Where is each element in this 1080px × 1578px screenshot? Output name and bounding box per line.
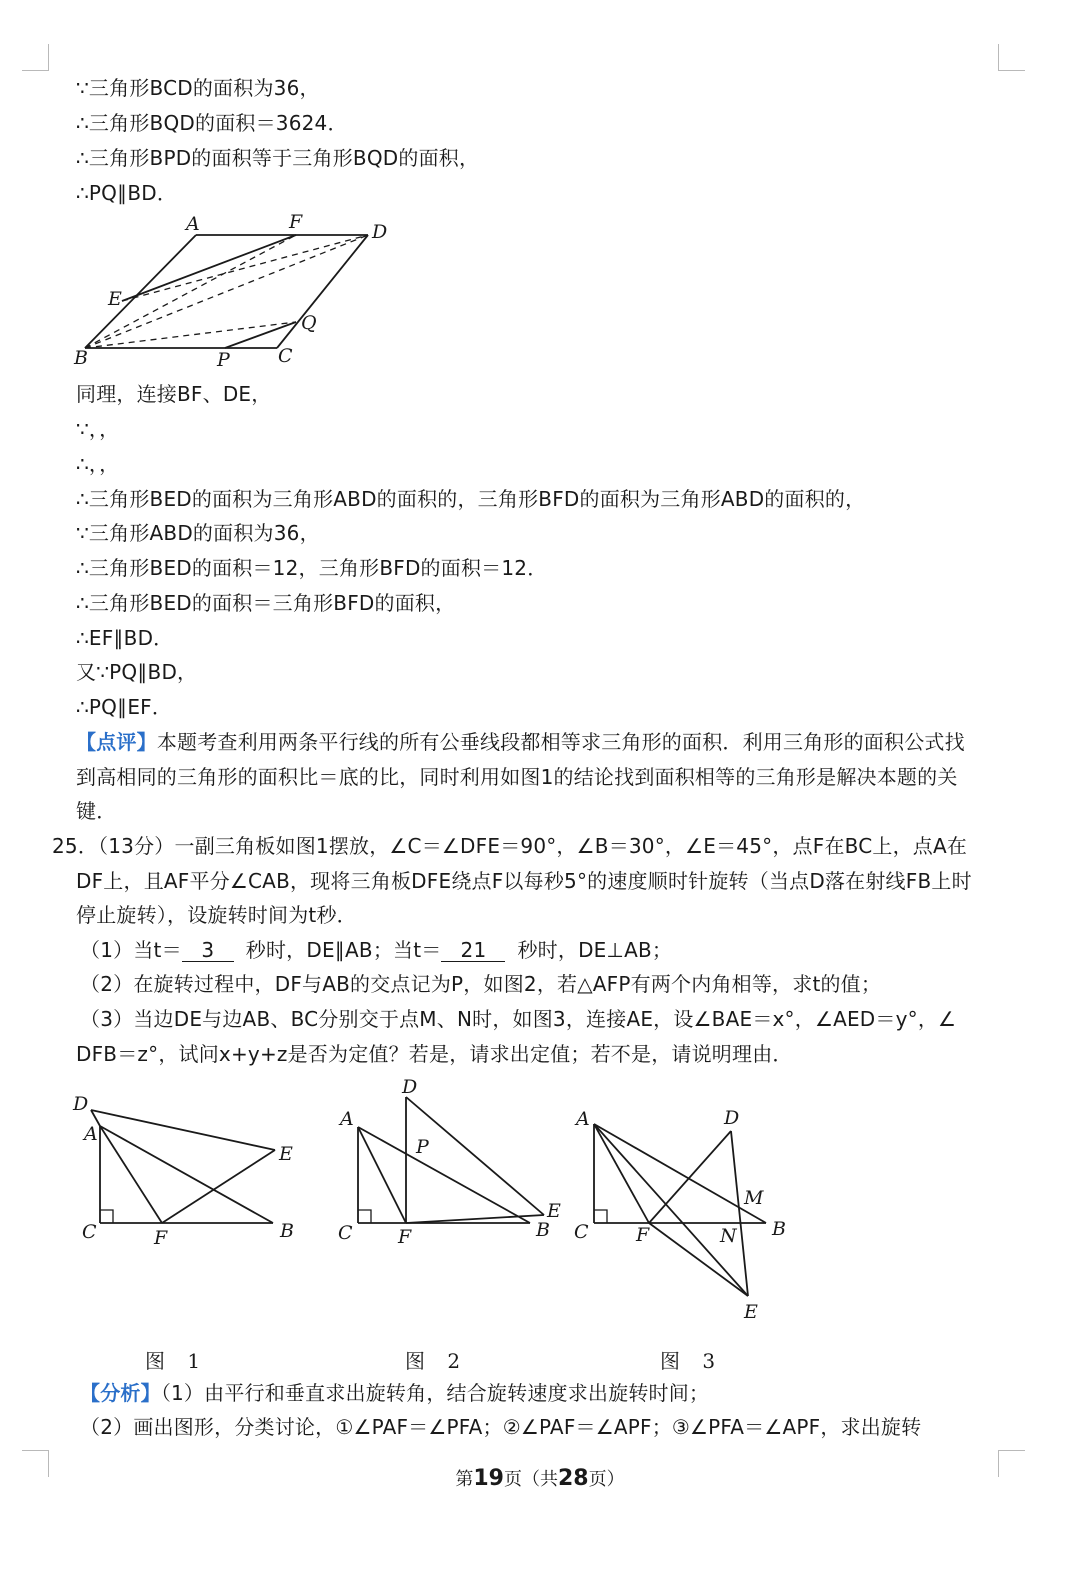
label-P: P xyxy=(217,349,230,371)
proof-line: ∴PQ∥EF． xyxy=(76,695,173,719)
proof-line: ∴，， xyxy=(76,452,120,476)
question-part-3: （3）当边DE与边AB、BC分别交于点M、N时，如图3，连接AE，设∠BAE＝x°，∠AED＝y°，∠ xyxy=(80,1007,957,1031)
proof-line: ∵三角形ABD的面积为36， xyxy=(76,521,320,545)
page-footer xyxy=(0,1465,1080,1491)
proof-line: ∴三角形BED的面积＝三角形BFD的面积， xyxy=(76,591,456,615)
analysis-text: （1）由平行和垂直求出旋转角，结合旋转速度求出旋转时间； xyxy=(160,1381,710,1405)
proof-line: 又∵PQ∥BD， xyxy=(76,660,198,684)
label-A: A xyxy=(340,1108,354,1130)
comment-line xyxy=(76,729,965,755)
corner-mark-top-right xyxy=(998,44,1025,71)
corner-mark-top-left xyxy=(22,44,49,71)
comment-tag: 【点评】 xyxy=(76,730,157,754)
proof-line: ∵三角形BCD的面积为36， xyxy=(76,76,320,100)
proof-line: ∴三角形BED的面积＝12，三角形BFD的面积＝12． xyxy=(76,556,548,580)
analysis-line: （2）画出图形，分类讨论，①∠PAF＝∠PFA；②∠PAF＝∠APF；③∠PFA＝∠APF，求出旋转 xyxy=(80,1415,922,1439)
proof-line: ∴EF∥BD． xyxy=(76,626,174,650)
label-B: B xyxy=(536,1219,550,1241)
proof-line: ∴三角形BPD的面积等于三角形BQD的面积， xyxy=(76,146,480,170)
question-part-3: DFB＝z°，试问x+y+z是否为定值？若是，请求出定值；若不是，请说明理由． xyxy=(76,1042,793,1066)
label-N: N xyxy=(720,1225,737,1247)
question-part-1 xyxy=(80,937,672,963)
footer-text: 页） xyxy=(588,1469,625,1490)
figure-3 xyxy=(570,1100,820,1323)
label-E: E xyxy=(279,1143,293,1165)
label-C: C xyxy=(574,1221,589,1243)
label-Q: Q xyxy=(301,312,317,334)
part1-text: 秒时，DE⊥AB； xyxy=(517,938,673,962)
analysis-tag: 【分析】 xyxy=(80,1381,161,1405)
proof-line: 同理，连接BF、DE， xyxy=(76,382,272,406)
proof-line: ∵，， xyxy=(76,417,120,441)
dashed-BD xyxy=(85,235,368,348)
figure-2-caption: 图 2 xyxy=(405,1349,469,1373)
part1-text: （1）当t＝ xyxy=(80,938,182,962)
label-M: M xyxy=(744,1187,764,1209)
label-F: F xyxy=(636,1224,650,1246)
label-D: D xyxy=(372,221,388,243)
question-stem: 25．（13分）一副三角板如图1摆放，∠C＝∠DFE＝90°，∠B＝30°，∠E＝45°，点F在BC上，点A在 xyxy=(52,834,968,858)
label-B: B xyxy=(280,1220,294,1242)
analysis-line xyxy=(80,1380,709,1406)
footer-text: 页（共 xyxy=(504,1469,558,1490)
label-D: D xyxy=(73,1093,89,1115)
label-C: C xyxy=(338,1222,353,1244)
answer-blank-2: 21 xyxy=(441,939,505,962)
label-F: F xyxy=(289,211,303,233)
proof-line: ∴三角形BQD的面积＝3624． xyxy=(76,111,348,135)
figure-2 xyxy=(330,1075,580,1260)
label-F: F xyxy=(398,1226,412,1248)
comment-text: 本题考查利用两条平行线的所有公垂线段都相等求三角形的面积．利用三角形的面积公式找 xyxy=(156,730,965,754)
label-D: D xyxy=(724,1107,740,1129)
label-B: B xyxy=(772,1218,786,1240)
edge-CD xyxy=(277,235,368,348)
dashed-ED xyxy=(122,235,368,301)
question-part-2: （2）在旋转过程中，DF与AB的交点记为P，如图2，若△AFP有两个内角相等，求t的值； xyxy=(80,972,882,996)
label-A: A xyxy=(186,213,200,235)
total-pages: 28 xyxy=(558,1466,589,1491)
comment-line: 键． xyxy=(76,799,117,823)
label-E: E xyxy=(547,1200,561,1222)
figure-1-caption: 图 1 xyxy=(145,1349,209,1373)
label-P: P xyxy=(416,1136,429,1158)
label-F: F xyxy=(154,1227,168,1249)
label-B: B xyxy=(74,347,88,369)
question-stem: 停止旋转），设旋转时间为t秒． xyxy=(76,903,357,927)
label-E: E xyxy=(108,288,122,310)
figure-3-caption: 图 3 xyxy=(660,1349,724,1373)
figure-1 xyxy=(70,1090,310,1260)
label-C: C xyxy=(278,345,293,367)
label-D: D xyxy=(402,1076,418,1098)
footer-text: 第 xyxy=(455,1469,474,1490)
edge-AB xyxy=(85,235,196,348)
proof-line: ∴三角形BED的面积为三角形ABD的面积的，三角形BFD的面积为三角形ABD的面积的， xyxy=(76,487,866,511)
label-A: A xyxy=(84,1123,98,1145)
question-stem: DF上，且AF平分∠CAB，现将三角板DFE绕点F以每秒5°的速度顺时针旋转（当点D落在射线FB上时 xyxy=(76,869,972,893)
segment-EF xyxy=(122,235,296,301)
label-C: C xyxy=(82,1221,97,1243)
proof-line: ∴PQ∥BD． xyxy=(76,181,178,205)
answer-blank-1: 3 xyxy=(182,939,234,962)
parallelogram-figure xyxy=(70,212,400,372)
part1-text: 秒时，DE∥AB；当t＝ xyxy=(245,938,442,962)
label-A: A xyxy=(576,1108,590,1130)
page-number: 19 xyxy=(473,1466,504,1491)
comment-line: 到高相同的三角形的面积比＝底的比，同时利用如图1的结论找到面积相等的三角形是解决本题的关 xyxy=(76,765,958,789)
label-E: E xyxy=(744,1301,758,1323)
